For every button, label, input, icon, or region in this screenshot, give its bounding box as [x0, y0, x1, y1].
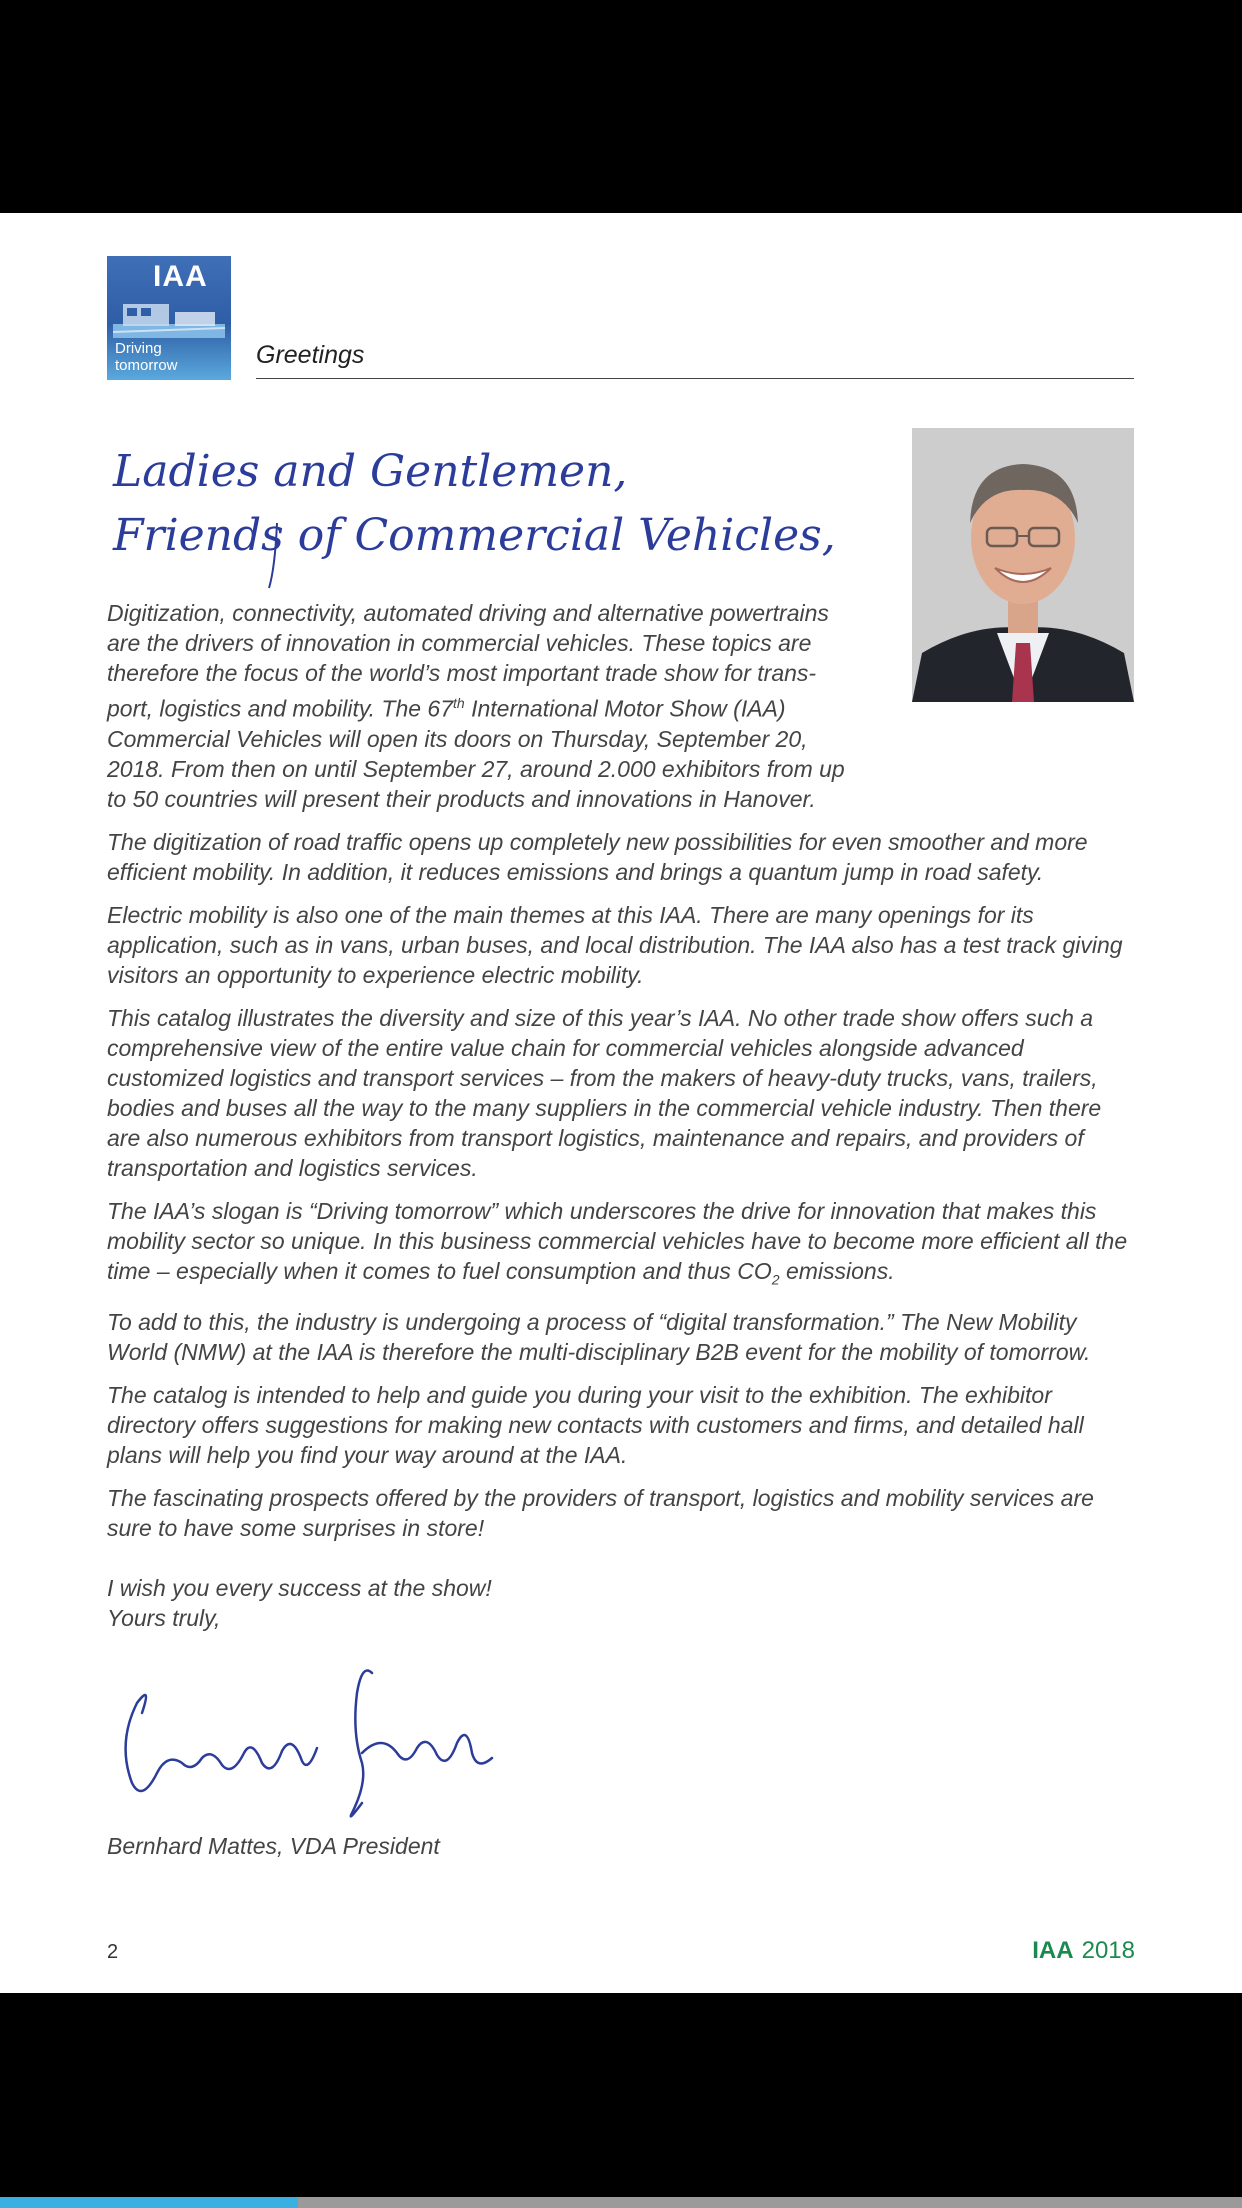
iaa-logo	[107, 256, 231, 380]
paragraph-5-subscript: 2	[771, 1271, 780, 1288]
signer-name: Bernhard Mattes, VDA President	[107, 1833, 440, 1859]
paragraph-5-text-a: The IAA’s slogan is “Driving tomorrow” which underscores the drive for innovation that makes this mobility sector so unique. In this business commercial vehicles have to become more efficient all the time – especially when it comes to fuel consumption and thus CO	[107, 1197, 1128, 1284]
salutation-line-1: Ladies and Gentlemen,	[113, 446, 628, 497]
logo-subtitle	[115, 340, 178, 374]
signature-mark	[112, 1653, 532, 1823]
paragraph-8: The fascinating prospects offered by the providers of transport, logistics and mobility services are sure to have some surprises in store!	[107, 1485, 1094, 1542]
footer-brand-year: 2018	[1081, 1937, 1135, 1964]
closing-line-1: I wish you every success at the show!	[107, 1575, 492, 1602]
footer-brand-mark: IAA	[1032, 1937, 1074, 1964]
closing-line-2: Yours truly,	[107, 1605, 221, 1632]
paragraph-5	[107, 1196, 1137, 1295]
letter-body	[107, 598, 1137, 1646]
paragraph-6: To add to this, the industry is undergoing a process of “digital transformation.” The New Mobility World (NMW) at the IAA is therefore the multi-disciplinary B2B event for the mobility of tomorrow.	[107, 1309, 1091, 1366]
paragraph-1-text-b: International Motor Show (IAA) Commercial Vehicles will open its doors on Thursday, September 20, 2018. From then on until September 27, around 2.000 exhibitors from up to 50 countries will present their products and innovations in Hanover.	[107, 695, 845, 812]
paragraph-1	[107, 598, 852, 814]
header-divider	[256, 378, 1134, 379]
closing	[107, 1573, 1137, 1633]
handwritten-signature	[112, 1653, 532, 1823]
document-page	[0, 213, 1242, 1993]
reading-progress-bar[interactable]	[0, 2197, 1242, 2208]
paragraph-7: The catalog is intended to help and guide you during your visit to the exhibition. The exhibitor directory offers suggestions for making new contacts with customers and firms, and detailed hall plans will help you find your way around at the IAA.	[107, 1382, 1084, 1469]
paragraph-5-text-b: emissions.	[779, 1257, 895, 1284]
paragraph-1-text-a: Digitization, connectivity, automated driving and alternative powertrains are the drivers of innovation in commercial vehicles. These topics are therefore the focus of the world’s most important trade show for trans-port, logistics and mobility. The 67	[107, 600, 829, 722]
logo-subtitle-line-1: Driving	[115, 340, 162, 357]
page-number: 2	[107, 1941, 119, 1963]
paragraph-4: This catalog illustrates the diversity and size of this year’s IAA. No other trade show offers such a comprehensive view of the entire value chain for commercial vehicles alongside advanced customized logistics and transport services – from the makers of heavy-duty trucks, vans, trailers, bodies and buses all the way to the many suppliers in the commercial vehicle industry. Then there are also numerous exhibitors from transport logistics, maintenance and repairs, and providers of transportation and logistics services.	[107, 1004, 1102, 1181]
handwritten-salutation	[107, 428, 836, 598]
salutation-handwriting	[107, 428, 836, 598]
logo-subtitle-line-2: tomorrow	[115, 357, 178, 374]
salutation-line-2: Friends of Commercial Vehicles,	[113, 510, 836, 561]
logo-scene-icon	[113, 298, 225, 338]
reading-progress-fill	[0, 2197, 298, 2208]
footer-brand	[1032, 1937, 1135, 1965]
paragraph-3: Electric mobility is also one of the main themes at this IAA. There are many openings for its application, such as in vans, urban buses, and local distribution. The IAA also has a test track giving visitors an opportunity to experience electric mobility.	[107, 901, 1123, 988]
paragraph-1-ordinal: th	[453, 695, 465, 711]
logo-title: IAA	[153, 260, 208, 293]
section-title: Greetings	[256, 341, 365, 369]
paragraph-2: The digitization of road traffic opens up completely new possibilities for even smoother and more efficient mobility. In addition, it reduces emissions and brings a quantum jump in road safety.	[107, 828, 1088, 885]
